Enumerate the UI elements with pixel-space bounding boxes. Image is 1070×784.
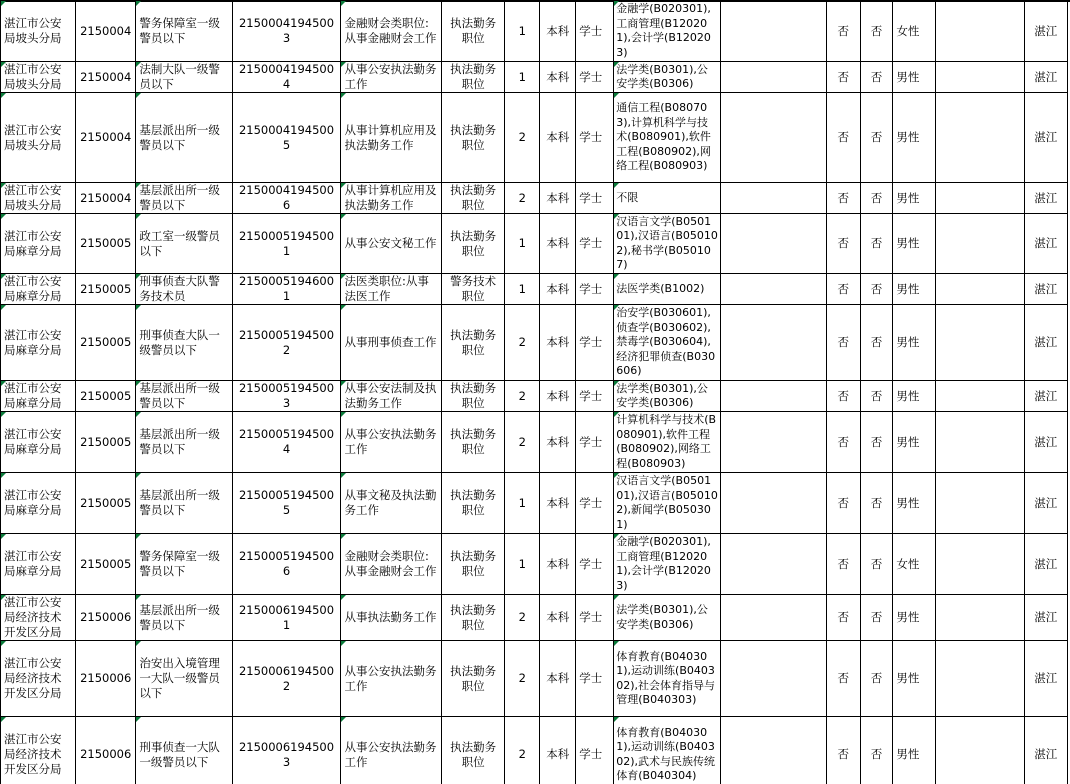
cell-flag-a[interactable]: 否 [826,305,860,381]
cell-position[interactable]: 政工室一级警员以下 [136,214,232,274]
cell-unit-code[interactable]: 2150004 [76,1,136,62]
cell-blank[interactable] [935,305,1024,381]
cell-degree[interactable]: 学士 [576,183,614,214]
cell-position[interactable]: 警务保障室一级警员以下 [136,1,232,62]
cell-unit-code[interactable]: 2150005 [76,381,136,412]
cell-blank[interactable] [935,274,1024,305]
cell-education[interactable]: 本科 [540,1,576,62]
cell-position-code[interactable]: 21500051945006 [232,534,341,595]
cell-description[interactable]: 从事公安执法勤务工作 [341,641,441,717]
cell-description[interactable]: 从事刑事侦查工作 [341,305,441,381]
cell-flag-b[interactable]: 否 [860,214,893,274]
cell-education[interactable]: 本科 [540,473,576,534]
cell-flag-b[interactable]: 否 [860,641,893,717]
cell-flag-b[interactable]: 否 [860,93,893,183]
table-body [1,1,1068,784]
cell-count[interactable]: 2 [505,717,540,784]
cell-gender[interactable]: 女性 [893,1,935,62]
cell-count[interactable]: 1 [505,534,540,595]
cell-category[interactable]: 执法勤务职位 [441,183,504,214]
cell-unit[interactable]: 湛江市公安局坡头分局 [1,183,76,214]
cell-blank[interactable] [935,183,1024,214]
table-row [1,214,1068,274]
cell-description[interactable]: 金融财会类职位:从事金融财会工作 [341,1,441,62]
cell-major[interactable]: 体育教育(B040301),运动训练(B040302),社会体育指导与管理(B040303) [614,641,721,717]
cell-description[interactable]: 金融财会类职位:从事金融财会工作 [341,534,441,595]
cell-position[interactable]: 基层派出所一级警员以下 [136,595,232,641]
cell-unit[interactable]: 湛江市公安局麻章分局 [1,534,76,595]
cell-count[interactable]: 1 [505,214,540,274]
cell-flag-b[interactable]: 否 [860,1,893,62]
cell-unit-code[interactable]: 2150005 [76,274,136,305]
cell-unit-code[interactable]: 2150006 [76,641,136,717]
cell-count[interactable]: 1 [505,62,540,93]
cell-flag-a[interactable]: 否 [826,62,860,93]
cell-city[interactable]: 湛江 [1024,274,1067,305]
cell-position[interactable]: 刑事侦查一大队一级警员以下 [136,717,232,784]
cell-unit-code[interactable]: 2150005 [76,214,136,274]
cell-education[interactable]: 本科 [540,381,576,412]
cell-degree[interactable]: 学士 [576,305,614,381]
cell-flag-a[interactable]: 否 [826,412,860,473]
cell-position[interactable]: 基层派出所一级警员以下 [136,93,232,183]
cell-category[interactable]: 执法勤务职位 [441,717,504,784]
cell-blank[interactable] [721,717,827,784]
cell-gender[interactable]: 男性 [893,412,935,473]
cell-position[interactable]: 刑事侦查大队一级警员以下 [136,305,232,381]
cell-category[interactable]: 执法勤务职位 [441,412,504,473]
cell-position-code[interactable]: 21500051945004 [232,412,341,473]
cell-flag-b[interactable]: 否 [860,274,893,305]
cell-position[interactable]: 基层派出所一级警员以下 [136,412,232,473]
cell-gender[interactable]: 女性 [893,534,935,595]
cell-blank[interactable] [935,1,1024,62]
cell-city[interactable]: 湛江 [1024,93,1067,183]
cell-gender[interactable]: 男性 [893,473,935,534]
cell-blank[interactable] [935,534,1024,595]
cell-description[interactable]: 从事公安法制及执法勤务工作 [341,381,441,412]
cell-unit[interactable]: 湛江市公安局经济技术开发区分局 [1,641,76,717]
cell-education[interactable]: 本科 [540,62,576,93]
cell-blank[interactable] [935,595,1024,641]
cell-position[interactable]: 基层派出所一级警员以下 [136,473,232,534]
table-row [1,183,1068,214]
cell-flag-b[interactable]: 否 [860,473,893,534]
cell-category[interactable]: 执法勤务职位 [441,62,504,93]
cell-unit[interactable]: 湛江市公安局麻章分局 [1,473,76,534]
cell-city[interactable]: 湛江 [1024,62,1067,93]
cell-position-code[interactable]: 21500051945003 [232,381,341,412]
cell-unit-code[interactable]: 2150004 [76,93,136,183]
cell-category[interactable]: 执法勤务职位 [441,473,504,534]
cell-gender[interactable]: 男性 [893,381,935,412]
cell-major[interactable]: 不限 [614,183,721,214]
cell-degree[interactable]: 学士 [576,473,614,534]
cell-major[interactable]: 体育教育(B040301),运动训练(B040302),武术与民族传统体育(B040304) [614,717,721,784]
cell-position-code[interactable]: 21500061945003 [232,717,341,784]
cell-gender[interactable]: 男性 [893,62,935,93]
cell-gender[interactable]: 男性 [893,717,935,784]
cell-blank[interactable] [721,93,827,183]
cell-education[interactable]: 本科 [540,412,576,473]
cell-blank[interactable] [721,62,827,93]
cell-position-code[interactable]: 21500051945001 [232,214,341,274]
cell-gender[interactable]: 男性 [893,305,935,381]
cell-category[interactable]: 执法勤务职位 [441,595,504,641]
cell-flag-a[interactable]: 否 [826,595,860,641]
cell-education[interactable]: 本科 [540,641,576,717]
cell-degree[interactable]: 学士 [576,1,614,62]
cell-unit-code[interactable]: 2150006 [76,595,136,641]
table-row [1,412,1068,473]
cell-count[interactable]: 2 [505,412,540,473]
cell-unit-code[interactable]: 2150005 [76,534,136,595]
cell-major[interactable]: 法学类(B0301),公安学类(B0306) [614,381,721,412]
cell-gender[interactable]: 男性 [893,595,935,641]
cell-position[interactable]: 法制大队一级警员以下 [136,62,232,93]
table-row [1,274,1068,305]
cell-flag-b[interactable]: 否 [860,595,893,641]
cell-count[interactable]: 1 [505,473,540,534]
cell-blank[interactable] [721,534,827,595]
cell-degree[interactable]: 学士 [576,717,614,784]
cell-city[interactable]: 湛江 [1024,473,1067,534]
cell-flag-a[interactable]: 否 [826,183,860,214]
cell-count[interactable]: 2 [505,381,540,412]
cell-flag-a[interactable]: 否 [826,534,860,595]
cell-blank[interactable] [721,412,827,473]
cell-blank[interactable] [721,473,827,534]
cell-education[interactable]: 本科 [540,214,576,274]
table-row [1,717,1068,784]
cell-city[interactable]: 湛江 [1024,305,1067,381]
cell-position-code[interactable]: 21500061945002 [232,641,341,717]
cell-education[interactable]: 本科 [540,305,576,381]
cell-flag-a[interactable]: 否 [826,93,860,183]
cell-category[interactable]: 执法勤务职位 [441,381,504,412]
cell-category[interactable]: 警务技术职位 [441,274,504,305]
cell-major[interactable]: 汉语言文学(B050101),汉语言(B050102),秘书学(B050107) [614,214,721,274]
cell-city[interactable]: 湛江 [1024,534,1067,595]
cell-flag-a[interactable]: 否 [826,641,860,717]
cell-category[interactable]: 执法勤务职位 [441,305,504,381]
cell-description[interactable]: 从事公安文秘工作 [341,214,441,274]
cell-unit[interactable]: 湛江市公安局坡头分局 [1,62,76,93]
cell-city[interactable]: 湛江 [1024,595,1067,641]
cell-position-code[interactable]: 21500051945005 [232,473,341,534]
cell-degree[interactable]: 学士 [576,412,614,473]
cell-flag-a[interactable]: 否 [826,717,860,784]
cell-blank[interactable] [721,381,827,412]
cell-degree[interactable]: 学士 [576,62,614,93]
cell-blank[interactable] [935,473,1024,534]
table-row [1,381,1068,412]
cell-degree[interactable]: 学士 [576,641,614,717]
cell-count[interactable]: 1 [505,274,540,305]
cell-description[interactable]: 从事文秘及执法勤务工作 [341,473,441,534]
cell-unit-code[interactable]: 2150005 [76,412,136,473]
cell-unit-code[interactable]: 2150005 [76,473,136,534]
cell-position-code[interactable]: 21500041945005 [232,93,341,183]
cell-blank[interactable] [721,183,827,214]
cell-blank[interactable] [935,214,1024,274]
cell-blank[interactable] [721,214,827,274]
cell-major[interactable]: 金融学(B020301),工商管理(B120201),会计学(B120203) [614,1,721,62]
cell-description[interactable]: 法医类职位:从事法医工作 [341,274,441,305]
cell-count[interactable]: 2 [505,93,540,183]
cell-description[interactable]: 从事执法勤务工作 [341,595,441,641]
cell-unit[interactable]: 湛江市公安局麻章分局 [1,381,76,412]
cell-description[interactable]: 从事公安执法勤务工作 [341,412,441,473]
cell-unit[interactable]: 湛江市公安局经济技术开发区分局 [1,595,76,641]
cell-flag-b[interactable]: 否 [860,717,893,784]
cell-gender[interactable]: 男性 [893,274,935,305]
cell-flag-a[interactable]: 否 [826,214,860,274]
cell-major[interactable]: 治安学(B030601),侦查学(B030602),禁毒学(B030604),经济犯罪侦查(B030606) [614,305,721,381]
cell-education[interactable]: 本科 [540,534,576,595]
cell-unit-code[interactable]: 2150004 [76,183,136,214]
cell-city[interactable]: 湛江 [1024,412,1067,473]
cell-category[interactable]: 执法勤务职位 [441,534,504,595]
cell-degree[interactable]: 学士 [576,534,614,595]
cell-category[interactable]: 执法勤务职位 [441,214,504,274]
cell-unit[interactable]: 湛江市公安局麻章分局 [1,412,76,473]
cell-gender[interactable]: 男性 [893,641,935,717]
cell-gender[interactable]: 男性 [893,93,935,183]
cell-position-code[interactable]: 21500041945004 [232,62,341,93]
cell-education[interactable]: 本科 [540,595,576,641]
cell-major[interactable]: 法医学类(B1002) [614,274,721,305]
cell-unit-code[interactable]: 2150005 [76,305,136,381]
cell-description[interactable]: 从事计算机应用及执法勤务工作 [341,93,441,183]
cell-major[interactable]: 法学类(B0301),公安学类(B0306) [614,62,721,93]
cell-blank[interactable] [721,641,827,717]
cell-degree[interactable]: 学士 [576,214,614,274]
cell-education[interactable]: 本科 [540,717,576,784]
cell-category[interactable]: 执法勤务职位 [441,93,504,183]
cell-unit[interactable]: 湛江市公安局坡头分局 [1,1,76,62]
cell-flag-a[interactable]: 否 [826,473,860,534]
cell-major[interactable]: 计算机科学与技术(B080901),软件工程(B080902),网络工程(B080903) [614,412,721,473]
table-row [1,305,1068,381]
cell-gender[interactable]: 男性 [893,183,935,214]
cell-count[interactable]: 2 [505,183,540,214]
cell-major[interactable]: 汉语言文学(B050101),汉语言(B050102),新闻学(B050301) [614,473,721,534]
cell-unit[interactable]: 湛江市公安局经济技术开发区分局 [1,717,76,784]
cell-flag-b[interactable]: 否 [860,183,893,214]
cell-blank[interactable] [721,595,827,641]
cell-flag-b[interactable]: 否 [860,412,893,473]
cell-count[interactable]: 2 [505,305,540,381]
table-row [1,93,1068,183]
cell-blank[interactable] [721,305,827,381]
cell-description[interactable]: 从事公安执法勤务工作 [341,62,441,93]
cell-unit-code[interactable]: 2150004 [76,62,136,93]
cell-description[interactable]: 从事公安执法勤务工作 [341,717,441,784]
cell-education[interactable]: 本科 [540,93,576,183]
cell-city[interactable]: 湛江 [1024,1,1067,62]
cell-flag-a[interactable]: 否 [826,381,860,412]
cell-blank[interactable] [935,381,1024,412]
cell-position-code[interactable]: 21500041945006 [232,183,341,214]
cell-city[interactable]: 湛江 [1024,717,1067,784]
cell-description[interactable]: 从事计算机应用及执法勤务工作 [341,183,441,214]
cell-position-code[interactable]: 21500061945001 [232,595,341,641]
cell-degree[interactable]: 学士 [576,93,614,183]
cell-city[interactable]: 湛江 [1024,183,1067,214]
cell-unit-code[interactable]: 2150006 [76,717,136,784]
cell-blank[interactable] [935,93,1024,183]
cell-position[interactable]: 警务保障室一级警员以下 [136,534,232,595]
cell-blank[interactable] [721,1,827,62]
cell-degree[interactable]: 学士 [576,381,614,412]
cell-city[interactable]: 湛江 [1024,641,1067,717]
cell-position[interactable]: 基层派出所一级警员以下 [136,381,232,412]
cell-blank[interactable] [935,717,1024,784]
table-row [1,62,1068,93]
cell-category[interactable]: 执法勤务职位 [441,641,504,717]
cell-blank[interactable] [935,641,1024,717]
cell-gender[interactable]: 男性 [893,214,935,274]
cell-position[interactable]: 刑事侦查大队警务技术员 [136,274,232,305]
cell-flag-b[interactable]: 否 [860,534,893,595]
cell-count[interactable]: 1 [505,1,540,62]
cell-flag-b[interactable]: 否 [860,62,893,93]
cell-major[interactable]: 金融学(B020301),工商管理(B120201),会计学(B120203) [614,534,721,595]
cell-position-code[interactable]: 21500051945002 [232,305,341,381]
cell-flag-b[interactable]: 否 [860,305,893,381]
cell-blank[interactable] [935,62,1024,93]
cell-education[interactable]: 本科 [540,274,576,305]
cell-count[interactable]: 2 [505,641,540,717]
cell-unit[interactable]: 湛江市公安局麻章分局 [1,214,76,274]
table-row [1,641,1068,717]
cell-flag-a[interactable]: 否 [826,1,860,62]
cell-major[interactable]: 通信工程(B080703),计算机科学与技术(B080901),软件工程(B080902),网络工程(B080903) [614,93,721,183]
cell-category[interactable]: 执法勤务职位 [441,1,504,62]
cell-degree[interactable]: 学士 [576,274,614,305]
cell-flag-a[interactable]: 否 [826,274,860,305]
cell-blank[interactable] [935,412,1024,473]
cell-position[interactable]: 基层派出所一级警员以下 [136,183,232,214]
cell-unit[interactable]: 湛江市公安局麻章分局 [1,305,76,381]
table-row [1,1,1068,62]
table-row [1,534,1068,595]
cell-unit[interactable]: 湛江市公安局麻章分局 [1,274,76,305]
cell-position-code[interactable]: 21500041945003 [232,1,341,62]
cell-unit[interactable]: 湛江市公安局坡头分局 [1,93,76,183]
cell-flag-b[interactable]: 否 [860,381,893,412]
cell-degree[interactable]: 学士 [576,595,614,641]
table-row [1,473,1068,534]
cell-blank[interactable] [721,274,827,305]
cell-position-code[interactable]: 21500051946001 [232,274,341,305]
cell-position[interactable]: 治安出入境管理一大队一级警员以下 [136,641,232,717]
table-row [1,595,1068,641]
cell-major[interactable]: 法学类(B0301),公安学类(B0306) [614,595,721,641]
cell-city[interactable]: 湛江 [1024,381,1067,412]
cell-education[interactable]: 本科 [540,183,576,214]
cell-count[interactable]: 2 [505,595,540,641]
cell-city[interactable]: 湛江 [1024,214,1067,274]
